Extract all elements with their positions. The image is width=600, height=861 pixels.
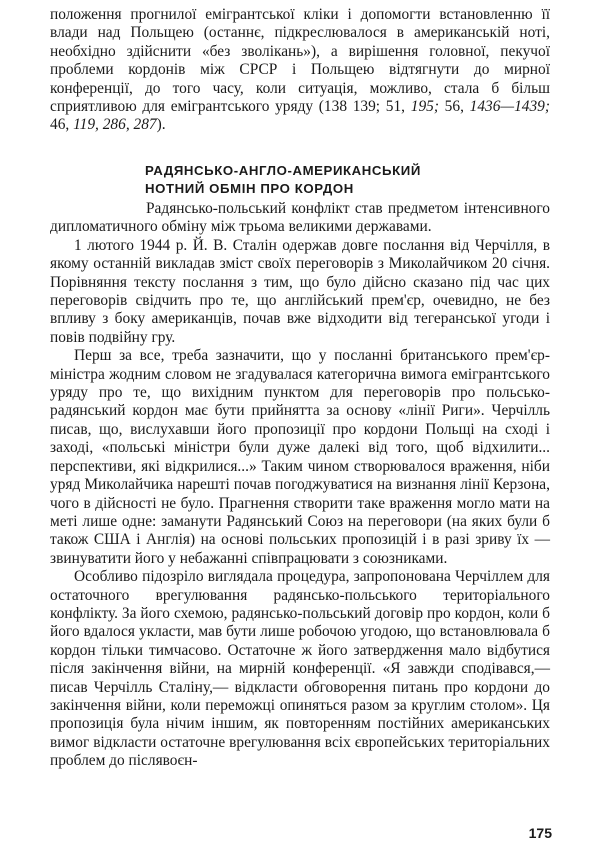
paragraph: Радянсько-польський конфлікт став предметом інтенсивного дипломатичного обміну між трьома великими державами. <box>50 200 550 236</box>
intro-text: 46, <box>50 116 74 134</box>
reference-italic: 195; <box>410 98 439 116</box>
paragraph: Перш за все, треба зазначити, що у посланні британського прем'єр-міністра жодним словом не згадувалася категорична вимога емігрантського уряду про те, що вихідним пунктом для переговорів про польсько-радянський кордон має бути прийнятта за основу «лінії Риги». Черчілль писав, що, вислухавши його пропозиції про кордони Польщі на сході і заході, «польські міністри були дуже далекі від того, щоб відхилити... перспективи, які відкрилися...» Таким чином створювалося враження, ніби уряд Миколайчика нарешті почав погоджуватися на визнання лінії Керзона, чого в дійсності не було. Прагнення створити таке враження могло мати на меті лише одне: заманути Радянський Союз на переговори (на яких були б також США і Англія) на основі польських пропозицій і в разі зриву їх — звинуватити його у небажанні співпрацювати з союзниками. <box>50 347 550 567</box>
section-body <box>50 200 550 771</box>
section-heading-line: РАДЯНСЬКО-АНГЛО-АМЕРИКАНСЬКИЙ <box>145 163 421 178</box>
page-number: 175 <box>528 825 552 841</box>
paragraph: 1 лютого 1944 р. Й. В. Сталін одержав довге послання від Черчілля, в якому останній викладав зміст своїх переговорів з Миколайчиком 20 січня. Порівняння тексту послання з тим, що було дійсно сказано під час цих переговорів свідчить про те, що англійський прем'єр, очевидно, не без впливу з боку американців, почав вже відходити від тегеранської угоди і повів подвійну гру. <box>50 236 550 346</box>
intro-text: положення прогнилої емігрантської кліки і допомогти встановленню її влади над Польщею (останнє, підкреслювалося в американській ноті, необхідно здійснити «без зволікань»), а вирішення головної, пекучої проблеми кордонів між СРСР і Польщею відтягнути до мирної конференції, до того часу, коли ситуація, можливо, стала б більш сприятливою для емігрантського уряду (138 139; 51, <box>50 6 550 116</box>
intro-text: ). <box>156 116 166 134</box>
reference-italic: 1436—1439; <box>469 98 550 116</box>
reference-italic: 119, 286, 287 <box>73 116 157 134</box>
paragraph: Особливо підозріло виглядала процедура, запропонована Черчіллем для остаточного врегулювання радянсько-польського територіального конфлікту. За його схемою, радянсько-польський договір про кордон, коли б його вдалося укласти, мав бути лише робочою угодою, що встановлювала б кордон тільки тимчасово. Остаточне ж його затвердження мало відбутися після закінчення війни, на мирній конференції. «Я завжди сподівався,— писав Черчілль Сталіну,— відкласти обговорення питань про кордони до закінчення війни, коли переможці опиняться разом за круглим столом». Ця пропозиція була нічим іншим, як повторенням постійних американських вимог відкласти остаточне врегулювання всіх європейських територіальних проблем до післявоєн- <box>50 568 550 770</box>
section-heading-line: НОТНИЙ ОБМІН ПРО КОРДОН <box>145 181 354 196</box>
section-heading <box>145 162 525 198</box>
intro-text: 56, <box>438 98 470 116</box>
intro-paragraph <box>50 6 550 135</box>
